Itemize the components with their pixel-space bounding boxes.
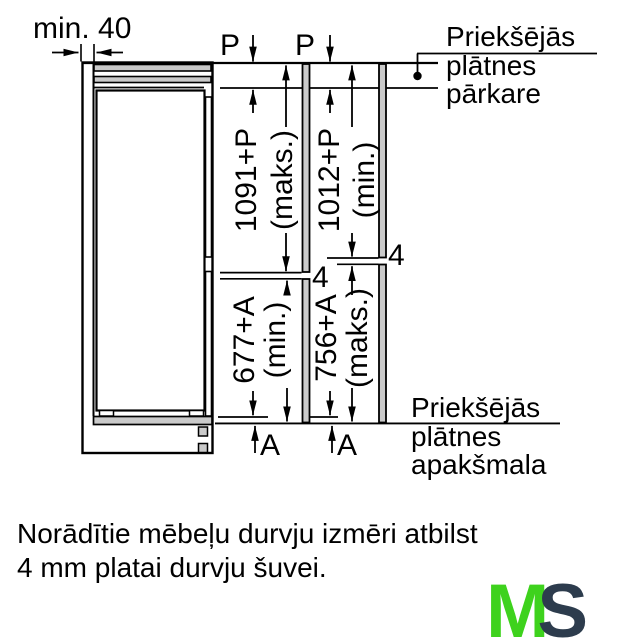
dim-bottom-left-value: 677+A [228,296,261,384]
plinth-block-2 [199,444,208,453]
gap-4-label-middle: 4 [312,261,329,294]
brand-logo-m: M [486,569,550,640]
top-callout-leader-dot [413,72,421,80]
appliance-door-upper [206,97,212,257]
cabinet-section [83,63,213,454]
appliance-door-lower [206,272,212,417]
top-callout-line2: plātnes [446,49,537,81]
bottom-callout-line1: Priekšējās [411,392,541,423]
brand-logo-s: S [537,569,589,640]
dim-bottom-left-qualifier: (min.) [259,301,292,379]
top-callout-line3: pārkare [446,78,541,110]
p-label-2: P [295,29,316,62]
a-label-1: A [260,429,281,462]
dim-top-left-qualifier: (maks.) [266,130,299,230]
footnote-line2: 4 mm platai durvju šuvei. [17,552,327,583]
top-panel-strip-1 [94,65,211,72]
bottom-callout-line3: apakšmala [411,449,547,481]
dim-bottom-right-value: 756+A [310,294,343,382]
dim-top-right-value: 1012+P [313,127,346,233]
top-panel-strip-2 [94,77,211,83]
top-callout-line1: Priekšējās [446,21,576,52]
plinth-block-1 [199,427,208,436]
dim-top-right-qualifier: (min.) [348,141,381,219]
min-40-label: min. 40 [33,12,132,45]
a-label-2: A [337,429,358,462]
dim-bottom-right-qualifier: (maks.) [341,288,374,388]
plinth-panel [94,417,213,425]
brand-logo [486,569,589,640]
bottom-callout-line2: plātnes [411,420,502,452]
p-label-1: P [220,29,241,62]
front-panel-mid-upper [303,64,310,272]
footnote-line1: Norādītie mēbeļu durvju izmēri atbilst [17,518,478,549]
appliance-body [97,91,205,411]
dim-top-left-value: 1091+P [230,127,263,233]
top-callout-text [446,23,575,109]
bottom-callout-text [411,394,546,480]
gap-4-label-right: 4 [388,239,405,272]
appliance-foot-left [100,411,114,417]
front-panel-right-lower [379,265,386,423]
front-panel-mid-lower [303,279,310,423]
appliance-foot-right [190,411,204,417]
footnote-text [17,517,478,585]
